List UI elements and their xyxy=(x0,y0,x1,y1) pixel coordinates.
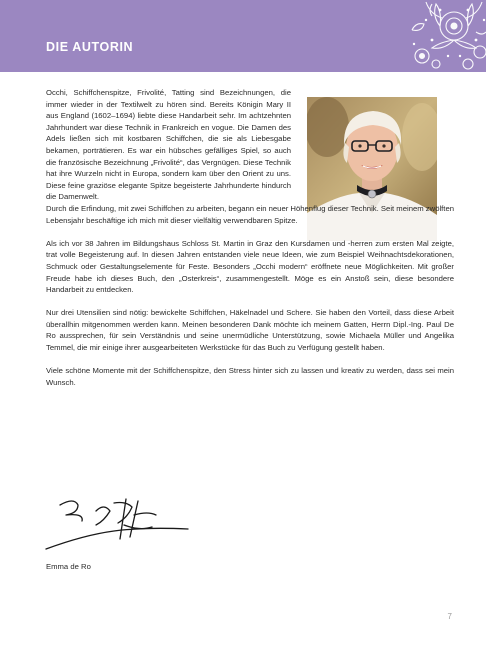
author-signature xyxy=(44,495,190,557)
body-text xyxy=(46,87,454,400)
paragraph-intro-continued: Durch die Erfindung, mit zwei Schiffchen zu arbeiten, begann ein neuer Höhenflug dieser Technik. Seit meinem zwölften Lebensjahr beschäftige ich mich mit dieser vielfältig verwendbaren Spitze. xyxy=(46,203,454,225)
page-title: DIE AUTORIN xyxy=(46,40,134,54)
page-number: 7 xyxy=(447,612,452,621)
paragraph-courses: Als ich vor 38 Jahren im Bildungshaus Schloss St. Martin in Graz den Kursdamen und -herren zum ersten Mal zeigte, trat volle Begeisterung auf. In diesen Jahren entstanden viele neue Ideen, wie zum Beispiel Weihnachtsdekorationen, Schmuck oder Gestaltungselemente für Feste. Besonders „Occhi modern“ eröffnete neue Möglichkeiten. Mit großer Freude habe ich dieses Buch, den „Osterkreis“, zusammengestellt. Möge es ein Anstoß sein, diese besondere Handarbeit zu entdecken. xyxy=(46,238,454,295)
paragraph-intro: Occhi, Schiffchenspitze, Frivolité, Tatting sind Bezeichnungen, die immer wieder in der Textilwelt zu hören sind. Bereits Königin Mary II aus England (1602–1694) liebte diese Handarbeit sehr. Im achtzehnten Jahrhundert war diese Technik in Frankreich en vogue. Die Damen des Adels ließen sich mit kostbaren Schiffchen, die sie als Liebesgabe bekamen, porträtieren. Es war ein hübsches gefälliges Spiel, so auch die französische Bezeichnung „Frivolité“, das Vergnügen. Diese Technik hat ihre Wurzeln nicht in Europa, sondern kam über den Orient zu uns. Diese feine graziöse elegante Spitze begeisterte Jahrhunderte hindurch die Damenwelt. xyxy=(46,88,291,202)
header-bar xyxy=(0,0,486,72)
paragraph-wish: Viele schöne Momente mit der Schiffchenspitze, den Stress hinter sich zu lassen und kreativ zu werden, dass sei mein Wunsch. xyxy=(46,366,454,387)
paragraph-thanks: Nur drei Utensilien sind nötig: bewickelte Schiffchen, Häkelnadel und Schere. Sie haben den Vorteil, dass diese Arbeit überallhin mitgenommen werden kann. Meinen besonderen Dank möchte ich meinem Gatten, Herrn Dipl.-Ing. Paul De Ro aussprechen, für sein Verständnis und seine unermüdliche Unterstützung, sowie Michaela Müller und Angelika Temmel, die mir einige ihrer ausgearbeiteten Werkstücke für das Buch zu Verfügung gestellt haben. xyxy=(46,308,454,353)
lace-decoration xyxy=(402,0,486,72)
author-name: Emma de Ro xyxy=(46,562,91,571)
